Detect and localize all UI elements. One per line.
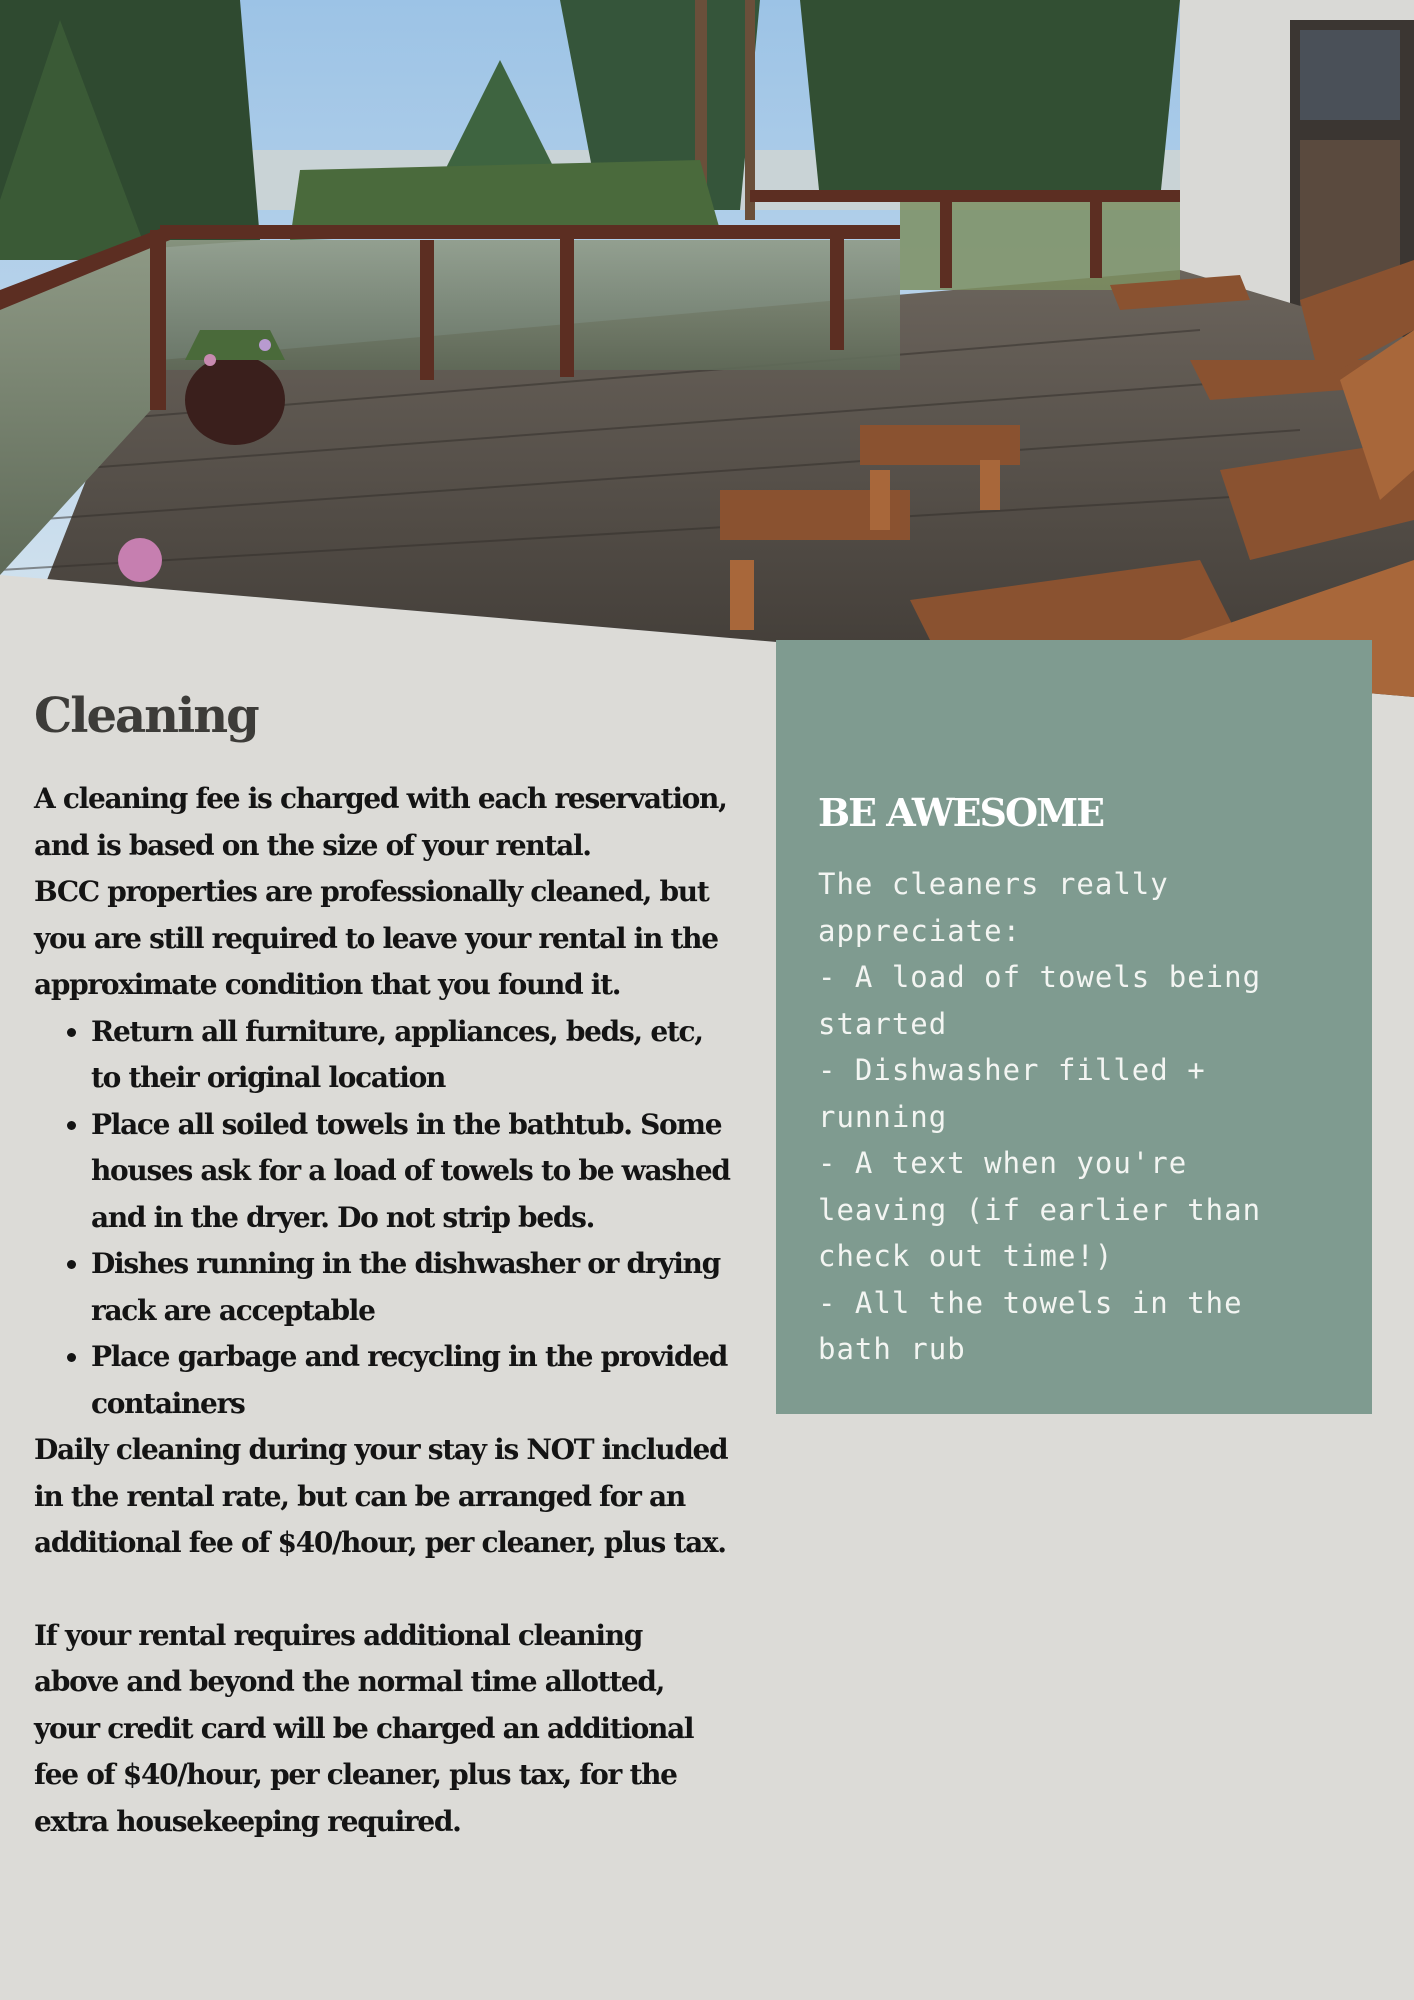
cleaning-section <box>34 682 734 1845</box>
hero-deck-illustration <box>0 0 1414 700</box>
intro-paragraph: A cleaning fee is charged with each reservation, and is based on the size of your rental. <box>34 782 727 862</box>
list-item: • Return all furniture, appliances, beds, etc, to their original location <box>91 1009 734 1102</box>
sidebar-line: - A text when you're leaving (if earlier than check out time!) <box>818 1146 1262 1273</box>
hero-photo-deck <box>0 0 1414 700</box>
sidebar-line: The cleaners really appreciate: <box>818 867 1169 948</box>
sidebar-body <box>818 861 1332 1373</box>
sidebar-line: - A load of towels being started <box>818 960 1262 1041</box>
sidebar-line: - All the towels in the bath rub <box>818 1285 1243 1366</box>
tips-sidebar <box>776 640 1372 1414</box>
cleaning-rules-list <box>34 1009 734 1428</box>
page-title: Cleaning <box>34 688 258 744</box>
intro-paragraph: BCC properties are professionally cleaned, but you are still required to leave your rental in the approximate condition that you found it. <box>34 875 718 1001</box>
list-item: • Place all soiled towels in the bathtub. Some houses ask for a load of towels to be washed and in the dryer. Do not strip beds. <box>91 1102 734 1242</box>
spacer <box>34 1567 734 1613</box>
daily-cleaning-paragraph: Daily cleaning during your stay is NOT included in the rental rate, but can be arranged for an additional fee of $40/hour, per cleaner, plus tax. <box>34 1433 728 1559</box>
list-item: • Dishes running in the dishwasher or drying rack are acceptable <box>91 1241 734 1334</box>
sidebar-title: BE AWESOME <box>818 790 1104 835</box>
list-item: • Place garbage and recycling in the provided containers <box>91 1334 734 1427</box>
additional-cleaning-paragraph: If your rental requires additional cleaning above and beyond the normal time allotted, your credit card will be charged an additional fee of $40/hour, per cleaner, plus tax, for the extra housekeeping required. <box>34 1618 694 1838</box>
sidebar-line: - Dishwasher filled + running <box>818 1053 1206 1134</box>
